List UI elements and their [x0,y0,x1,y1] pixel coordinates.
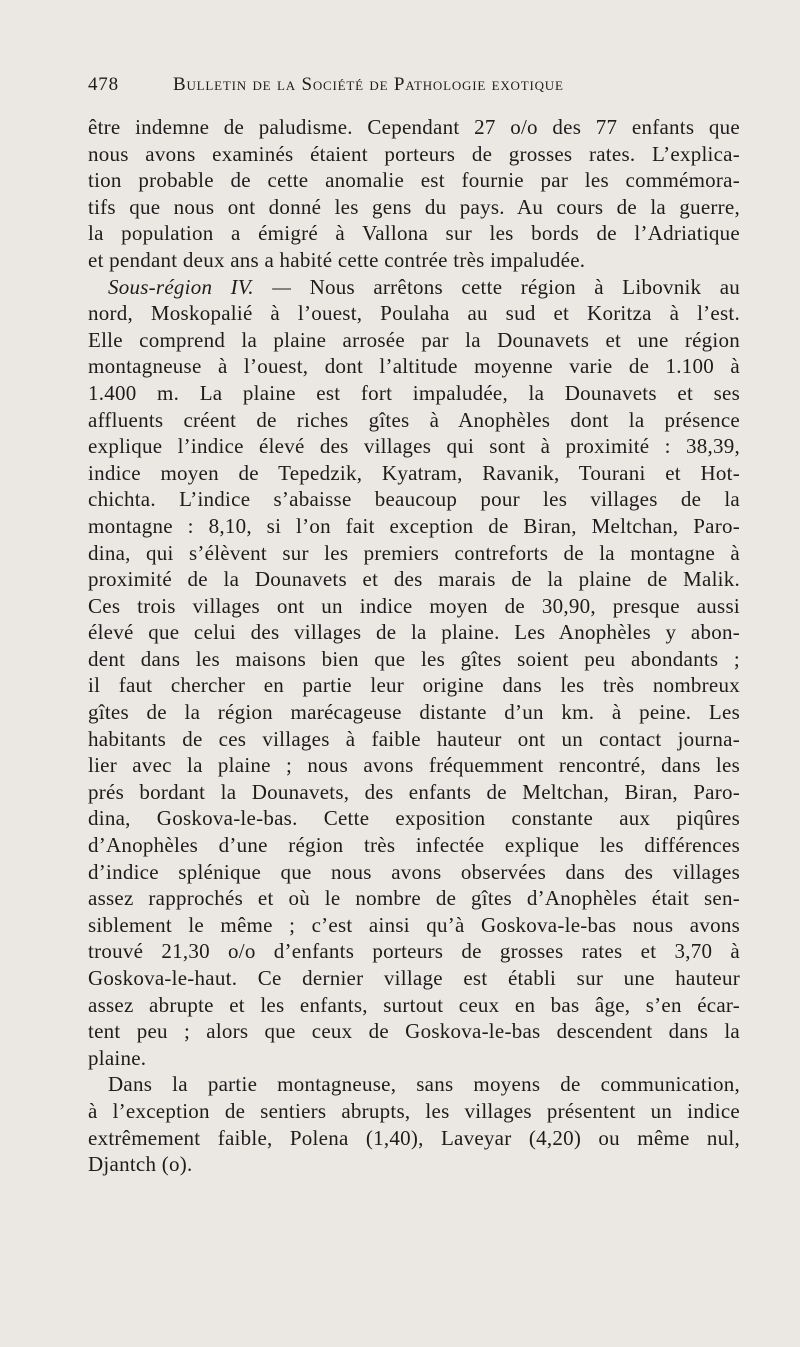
text-line: nous avons examinés étaient porteurs de grosses rates. L’explica- [88,141,740,166]
running-header [88,74,648,104]
text-line: proximité de la Dounavets et des marais de la plaine de Malik. [88,567,740,592]
text-line: dent dans les maisons bien que les gîtes soient peu abondants ; [88,646,740,671]
page-number: 478 [88,74,119,95]
text-line: et pendant deux ans a habité cette contrée très impaludée. [88,247,586,272]
text-line: tifs que nous ont donné les gens du pays. Au cours de la guerre, [88,194,740,219]
text-line: gîtes de la région marécageuse distante d’un km. à peine. Les [88,700,740,725]
text-line: Nous arrêtons cette région à Libovnik au [309,274,741,299]
body-text [88,114,740,1178]
text-line: montagneuse à l’ouest, dont l’altitude moyenne varie de 1.100 à [88,354,740,379]
text-line: dina, Goskova-le-bas. Cette exposition constante aux piqûres [88,806,740,831]
text-line: lier avec la plaine ; nous avons fréquemment rencontré, dans les [88,753,740,778]
text-line: tion probable de cette anomalie est fournie par les commémora- [88,168,740,193]
text-line: prés bordant la Dounavets, des enfants de Meltchan, Biran, Paro- [88,779,740,804]
text-line: il faut chercher en partie leur origine dans les très nombreux [88,673,740,698]
subsection-heading: Sous-région IV. — [108,274,292,299]
text-line: extrêmement faible, Polena (1,40), Laveyar (4,20) ou même nul, [88,1125,740,1150]
text-line: Djantch (o). [88,1152,193,1177]
text-line: explique l’indice élevé des villages qui sont à proximité : 38,39, [88,434,740,459]
text-line: assez abrupte et les enfants, surtout ceux en bas âge, s’en écar- [88,992,740,1017]
text-line: Ces trois villages ont un indice moyen de 30,90, presque aussi [88,593,740,618]
text-line: tent peu ; alors que ceux de Goskova-le-bas descendent dans la [88,1019,740,1044]
text-line: Elle comprend la plaine arrosée par la Dounavets et une région [88,327,740,352]
text-line: nord, Moskopalié à l’ouest, Poulaha au sud et Koritza à l’est. [88,301,740,326]
text-line: affluents créent de riches gîtes à Anophèles dont la présence [88,407,740,432]
text-line: Goskova-le-haut. Ce dernier village est établi sur une hauteur [88,966,740,990]
text-line: à l’exception de sentiers abrupts, les villages présentent un indice [88,1098,740,1123]
text-line: Dans la partie montagneuse, sans moyens de communication, [108,1072,740,1097]
text-line: trouvé 21,30 o/o d’enfants porteurs de grosses rates et 3,70 à [88,939,740,964]
text-line: d’indice splénique que nous avons observées dans des villages [88,859,740,884]
text-line: montagne : 8,10, si l’on fait exception de Biran, Meltchan, Paro- [88,513,740,538]
text-line: d’Anophèles d’une région très infectée explique les différences [88,833,740,858]
text-line: indice moyen de Tepedzik, Kyatram, Ravanik, Tourani et Hot- [88,460,740,485]
running-title: Bulletin de la Société de Pathologie exotique [173,74,564,95]
text-line: être indemne de paludisme. Cependant 27 o/o des 77 enfants que [88,115,740,139]
text-line: siblement le même ; c’est ainsi qu’à Goskova-le-bas nous avons [88,912,740,937]
text-line: assez rapprochés et où le nombre de gîtes d’Anophèles était sen- [88,886,740,911]
text-line: dina, qui s’élèvent sur les premiers contreforts de la montagne à [88,540,740,565]
subsection-line [88,274,740,301]
text-line: élevé que celui des villages de la plaine. Les Anophèles y abon- [88,620,740,645]
text-line: chichta. L’indice s’abaisse beaucoup pour les villages de la [88,487,740,512]
text-line: habitants de ces villages à faible hauteur ont un contact journa- [88,726,740,751]
text-line: plaine. [88,1045,147,1070]
text-line: 1.400 m. La plaine est fort impaludée, la Dounavets et ses [88,380,740,405]
text-line: la population a émigré à Vallona sur les bords de l’Adriatique [88,221,740,246]
